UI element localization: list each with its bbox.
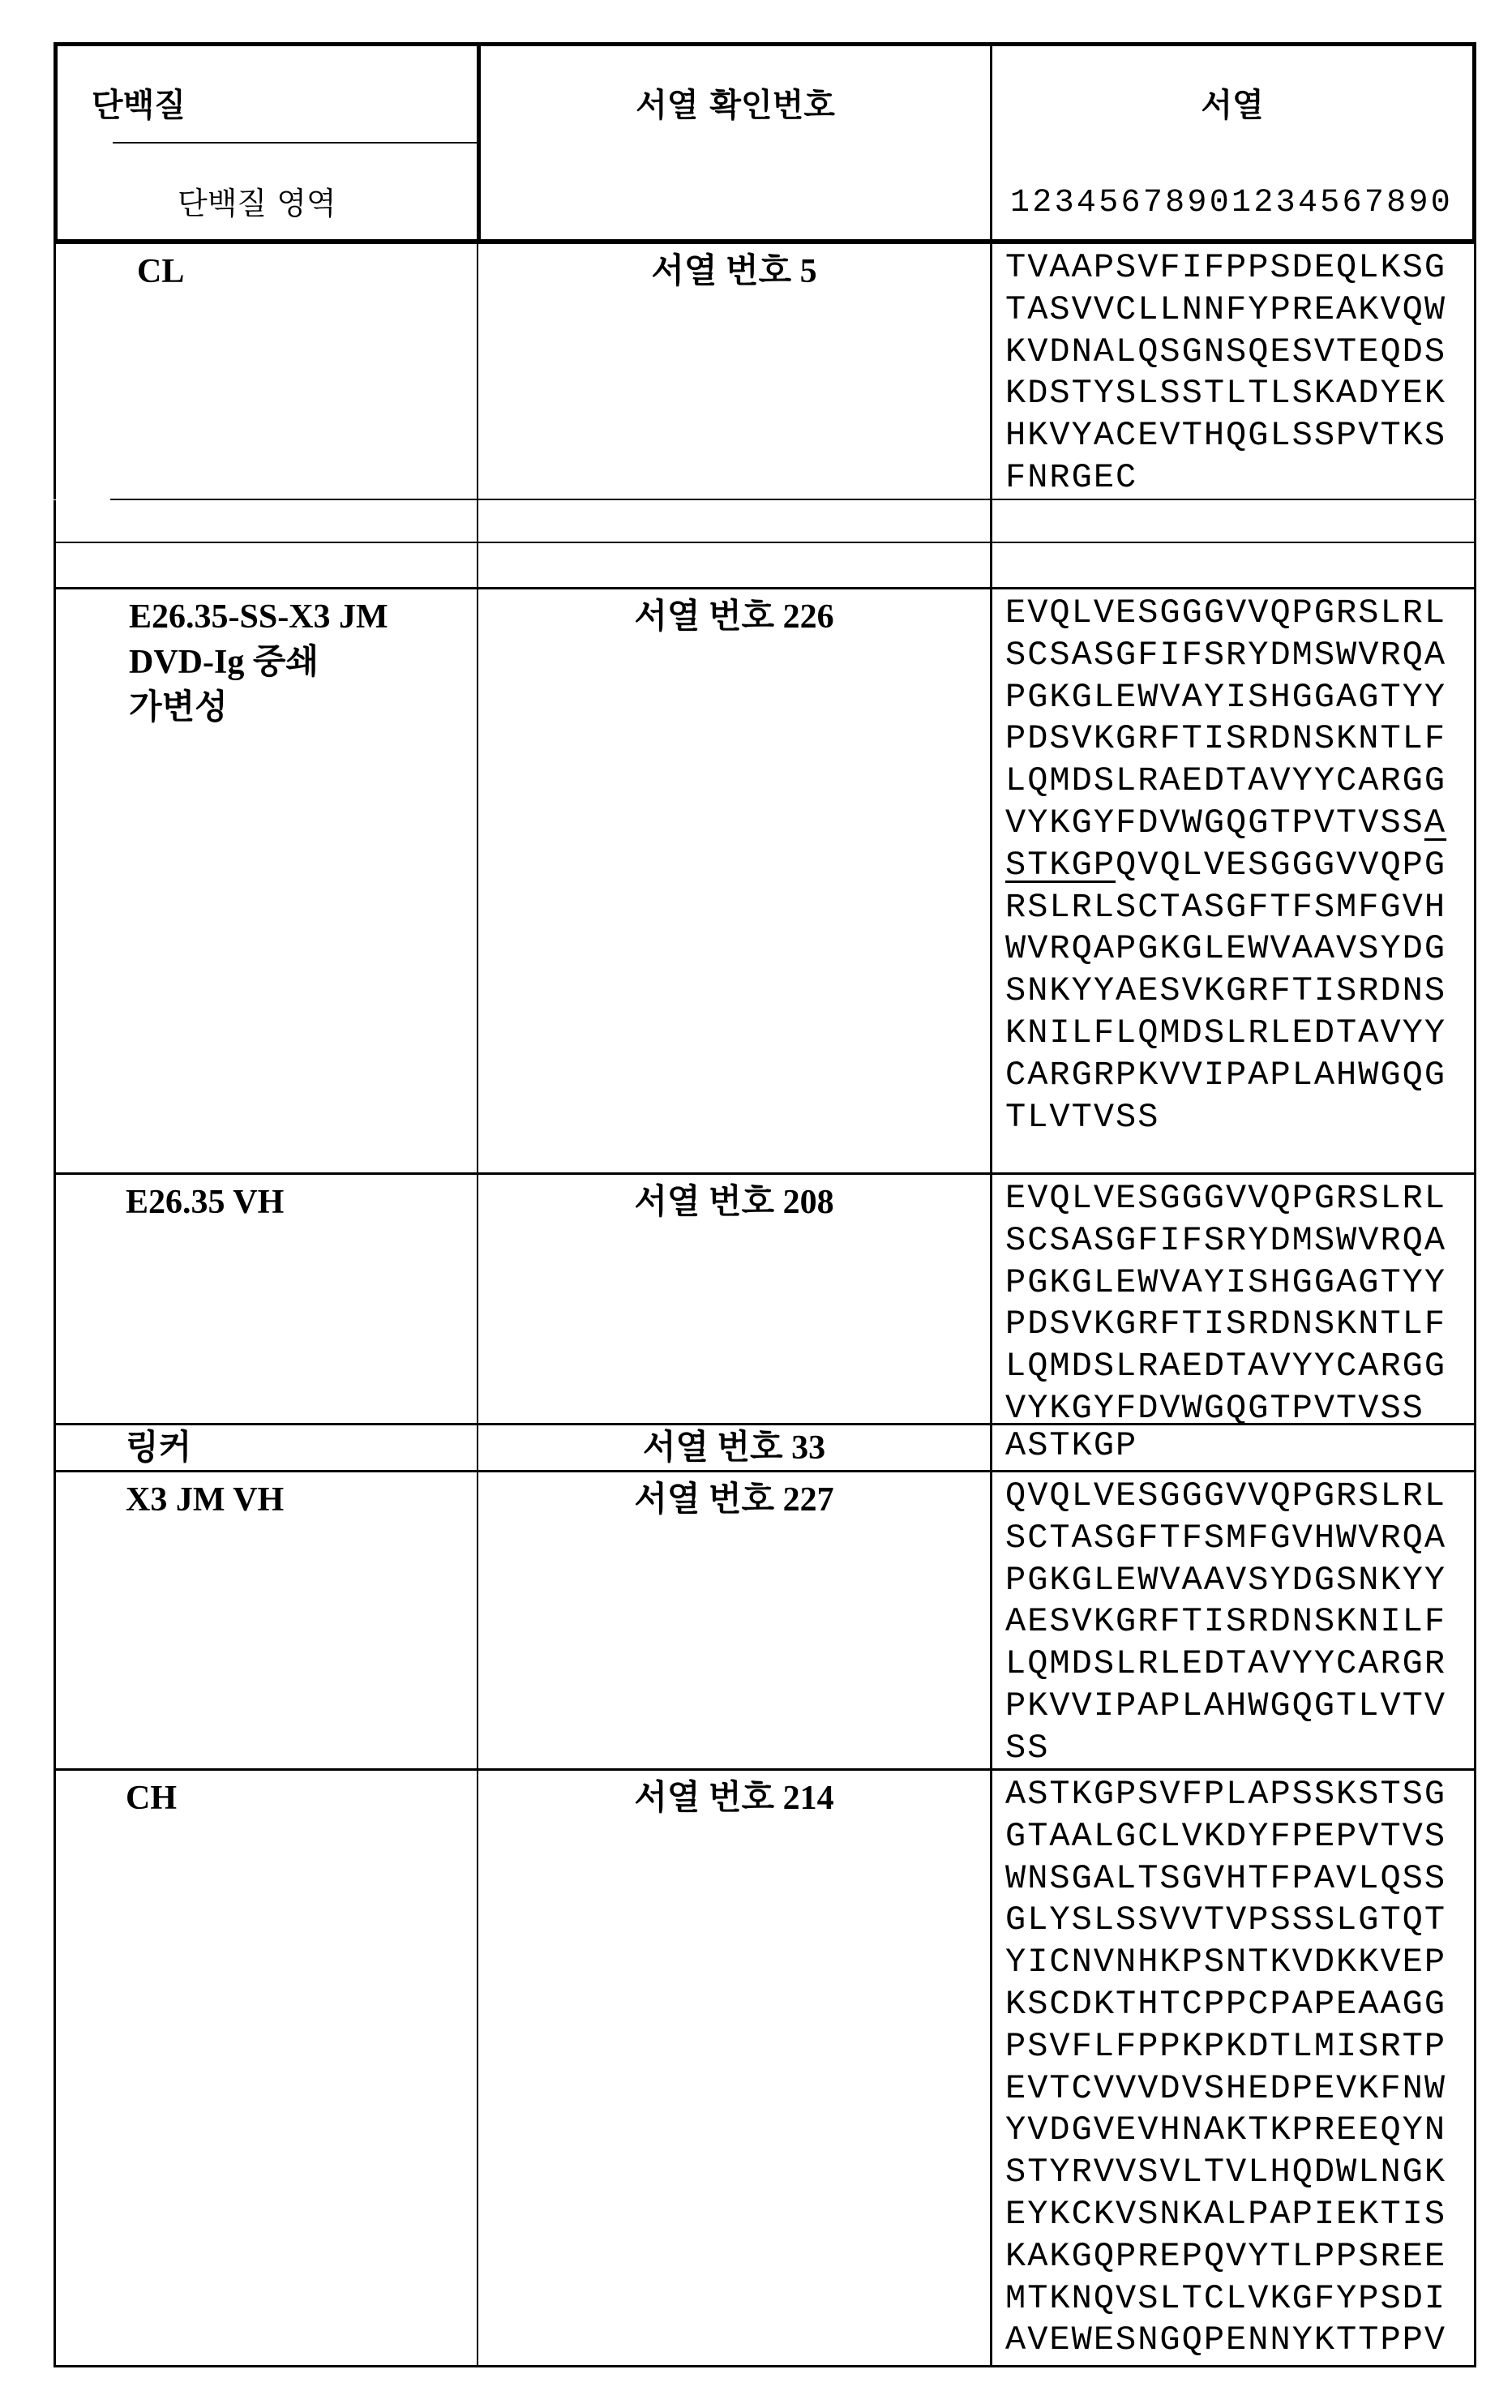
seq-line: AESVKGRFTISRDNSKNILF [1005, 1601, 1474, 1643]
protein-name [54, 589, 478, 1175]
seq-line: EYKCKVSNKALPAPIEKTIS [1005, 2194, 1474, 2236]
empty-cell [478, 543, 992, 589]
seq-id: 서열 번호 5 [478, 244, 992, 499]
seq-id: 서열 번호 208 [478, 1175, 992, 1425]
seq-id: 서열 번호 227 [478, 1472, 992, 1771]
sequence [992, 1771, 1476, 2367]
seq-line: KNILFLQMDSLRLEDTAVYY [1005, 1013, 1474, 1055]
empty-cell [54, 543, 478, 589]
linker-underline: STKGP [1005, 846, 1116, 885]
seq-line: KAKGQPREPQVYTLPPSREE [1005, 2236, 1474, 2278]
protein-name: E26.35 VH [54, 1175, 478, 1425]
seq-line: SCTASGFTFSMFGVHWVRQA [1005, 1518, 1474, 1560]
header-protein-region: 단백질 영역 [178, 184, 336, 223]
protein-name: CH [54, 1771, 478, 2367]
linker-underline: A [1424, 803, 1446, 842]
seq-line: PDSVKGRFTISRDNSKNTLF [1005, 1304, 1474, 1346]
seq-line: PKVVIPAPLAHWGQGTLVTV [1005, 1686, 1474, 1728]
name-line: 가변성 [129, 685, 477, 731]
sequence [992, 1425, 1476, 1472]
header-seq-id-cell [478, 42, 992, 244]
name-line: E26.35-SS-X3 JM [129, 594, 477, 640]
seq-line: STKGPQVQLVESGGGVVQPG [1005, 845, 1474, 887]
seq-line: YICNVNHKPSNTKVDKKVEP [1005, 1942, 1474, 1984]
header-sequence-cell [992, 42, 1476, 244]
seq-line: EVQLVESGGGVVQPGRSLRL [1005, 593, 1474, 635]
seq-line: SCSASGFIFSRYDMSWVRQA [1005, 635, 1474, 677]
seq-line: RSLRLSCTASGFTFSMFGVH [1005, 887, 1474, 929]
seq-line: PGKGLEWVAYISHGGAGTYY [1005, 677, 1474, 719]
empty-cell [478, 500, 992, 543]
seq-line: TLVTVSS [1005, 1097, 1474, 1139]
protein-name: CL [54, 244, 478, 499]
seq-line: TASVVCLLNNFYPREAKVQW [1005, 289, 1474, 332]
seq-line: EVTCVVVDVSHEDPEVKFNW [1005, 2068, 1474, 2110]
seq-line: KSCDKTHTCPPCPAPEAAGG [1005, 1984, 1474, 2026]
seq-line: LQMDSLRLEDTAVYYCARGR [1005, 1643, 1474, 1686]
sequence [992, 244, 1476, 499]
seq-line: FNRGEC [1005, 457, 1474, 499]
seq-line: SCSASGFIFSRYDMSWVRQA [1005, 1220, 1474, 1262]
seq-line: KDSTYSLSSTLTLSKADYEK [1005, 373, 1474, 415]
seq-line: PGKGLEWVAAVSYDGSNKYY [1005, 1560, 1474, 1602]
header-protein-cell [54, 42, 478, 244]
seq-line: ASTKGP [1005, 1425, 1474, 1468]
seq-line: VYKGYFDVWGQGTPVTVSSA [1005, 803, 1474, 845]
empty-cell [992, 500, 1476, 543]
header-seq-id: 서열 확인번호 [481, 85, 990, 126]
seq-line: AVEWESNGQPENNYKTTPPV [1005, 2320, 1474, 2362]
seq-line: WNSGALTSGVHTFPAVLQSS [1005, 1858, 1474, 1900]
seq-line: PDSVKGRFTISRDNSKNTLF [1005, 718, 1474, 761]
seq-line: GLYSLSSVVTVPSSSLGTQT [1005, 1900, 1474, 1942]
seq-line: QVQLVESGGGVVQPGRSLRL [1005, 1476, 1474, 1518]
seq-line: YVDGVEVHNAKTKPREEQYN [1005, 2110, 1474, 2152]
divider [113, 142, 477, 144]
seq-id: 서열 번호 33 [478, 1425, 992, 1472]
seq-id: 서열 번호 214 [478, 1771, 992, 2367]
seq-line: CARGRPKVVIPAPLAHWGQG [1005, 1055, 1474, 1097]
seq-line: SNKYYAESVKGRFTISRDNS [1005, 970, 1474, 1013]
sequence [992, 1175, 1476, 1425]
seq-line: WVRQAPGKGLEWVAAVSYDG [1005, 928, 1474, 970]
sequence [992, 1472, 1476, 1771]
sequence [992, 589, 1476, 1175]
seq-line: VYKGYFDVWGQGTPVTVSS [1005, 1388, 1474, 1430]
seq-line: GTAALGCLVKDYFPEPVTVS [1005, 1816, 1474, 1858]
seq-line: SS [1005, 1728, 1474, 1770]
header-ruler [997, 182, 1453, 225]
seq-line: PSVFLFPPKPKDTLMISRTP [1005, 2026, 1474, 2068]
seq-line: PGKGLEWVAYISHGGAGTYY [1005, 1262, 1474, 1305]
header-protein: 단백질 [92, 85, 186, 126]
seq-line: EVQLVESGGGVVQPGRSLRL [1005, 1178, 1474, 1220]
ruler-text: 12345678901234567890 [1010, 185, 1453, 221]
seq-line: LQMDSLRAEDTAVYYCARGG [1005, 761, 1474, 803]
seq-id: 서열 번호 226 [478, 589, 992, 1175]
seq-line: MTKNQVSLTCLVKGFYPSDI [1005, 2278, 1474, 2320]
name-line: DVD-Ig 중쇄 [129, 640, 477, 685]
protein-name: 링커 [54, 1425, 478, 1472]
empty-cell [54, 500, 478, 543]
empty-cell [992, 543, 1476, 589]
seq-line: HKVYACEVTHQGLSSPVTKS [1005, 415, 1474, 457]
seq-line: LQMDSLRAEDTAVYYCARGG [1005, 1346, 1474, 1388]
seq-line: KVDNALQSGNSQESVTEQDS [1005, 332, 1474, 374]
header-sequence: 서열 [992, 85, 1472, 126]
seq-line: STYRVVSVLTVLHQDWLNGK [1005, 2152, 1474, 2194]
seq-line: ASTKGPSVFPLAPSSKSTSG [1005, 1774, 1474, 1816]
protein-name: X3 JM VH [54, 1472, 478, 1771]
seq-line: TVAAPSVFIFPPSDEQLKSG [1005, 247, 1474, 289]
